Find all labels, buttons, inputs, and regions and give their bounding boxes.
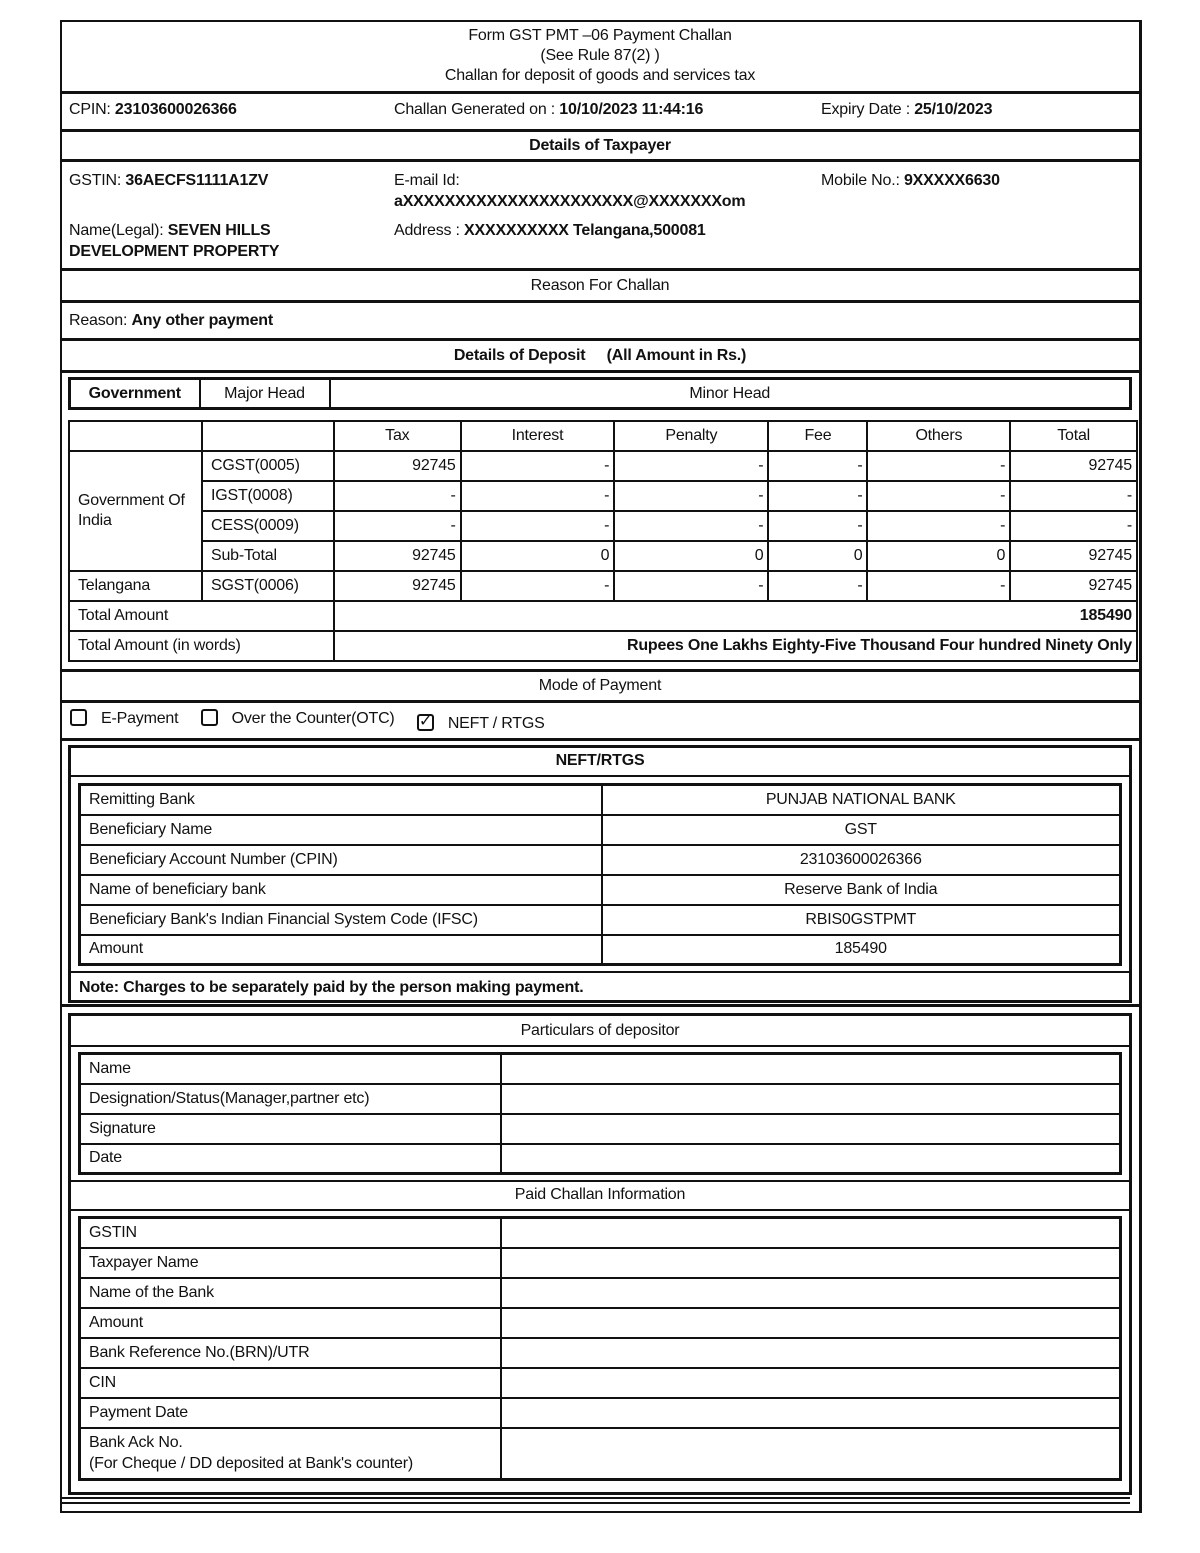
- table-row: [80, 1248, 1121, 1278]
- label: Name of the Bank: [80, 1278, 501, 1308]
- cell: 92745: [1010, 541, 1137, 571]
- table-row: [80, 1428, 1121, 1480]
- value[interactable]: [501, 1144, 1121, 1174]
- mode-neft-rtgs[interactable]: ✓ NEFT / RTGS: [418, 712, 545, 732]
- value[interactable]: [501, 1114, 1121, 1144]
- paid-challan-table: [78, 1216, 1122, 1481]
- expiry-date: Expiry Date : 25/10/2023: [821, 101, 993, 118]
- words-label: Total Amount (in words): [69, 631, 334, 661]
- mode-otc[interactable]: Over the Counter(OTC): [201, 710, 395, 728]
- table-row: [80, 905, 1121, 935]
- paid-challan-title: Paid Challan Information: [514, 1186, 686, 1203]
- total-words: Rupees One Lakhs Eighty-Five Thousand Four hundred Ninety Only: [334, 631, 1137, 661]
- cell: -: [867, 451, 1010, 481]
- cell: -: [334, 511, 461, 541]
- cell: 92745: [1010, 571, 1137, 601]
- value[interactable]: [501, 1054, 1121, 1084]
- label: Remitting Bank: [80, 785, 602, 815]
- words-row: [69, 631, 1137, 661]
- form-rule: (See Rule 87(2) ): [540, 47, 660, 64]
- label: Beneficiary Account Number (CPIN): [80, 845, 602, 875]
- label: Date: [80, 1144, 501, 1174]
- value[interactable]: [501, 1428, 1121, 1480]
- email: E-mail Id: aXXXXXXXXXXXXXXXXXXXXXX@XXXXXXXom: [394, 172, 746, 210]
- reason-section-title: Reason For Challan: [530, 277, 670, 294]
- checkbox-checked-icon[interactable]: ✓: [418, 712, 433, 730]
- table-row: [80, 935, 1121, 965]
- cell: -: [867, 481, 1010, 511]
- value[interactable]: [501, 1338, 1121, 1368]
- form-header: [62, 26, 1138, 86]
- value: 185490: [602, 935, 1121, 965]
- total-amount: 185490: [334, 601, 1137, 631]
- cell: -: [614, 571, 768, 601]
- row-head: SGST(0006): [202, 571, 334, 601]
- row-head: CGST(0005): [202, 451, 334, 481]
- cell: 0: [461, 541, 615, 571]
- cell: -: [867, 511, 1010, 541]
- table-row: [80, 1054, 1121, 1084]
- cell: 92745: [334, 571, 461, 601]
- table-row: [80, 1144, 1121, 1174]
- legal-name: Name(Legal): SEVEN HILLS DEVELOPMENT PROPERTY: [69, 222, 280, 260]
- government-of-india: Government Of India: [69, 451, 202, 571]
- deposit-section-title: Details of Deposit (All Amount in Rs.): [453, 347, 747, 364]
- address: Address : XXXXXXXXXX Telangana,500081: [394, 222, 706, 239]
- table-row: [69, 571, 1137, 601]
- cell: -: [461, 571, 615, 601]
- label: Amount: [80, 935, 602, 965]
- bank-ack-label: Bank Ack No. (For Cheque / DD deposited at Bank's counter): [80, 1428, 501, 1480]
- table-row: [69, 541, 1137, 571]
- cell: -: [1010, 511, 1137, 541]
- value[interactable]: [501, 1084, 1121, 1114]
- value: RBIS0GSTPMT: [602, 905, 1121, 935]
- col-fee: Fee: [768, 421, 867, 451]
- cell: 0: [768, 541, 867, 571]
- payment-modes: [62, 710, 1138, 733]
- value[interactable]: [501, 1218, 1121, 1248]
- form-subtitle: Challan for deposit of goods and services tax: [444, 67, 756, 84]
- label: GSTIN: [80, 1218, 501, 1248]
- cell: -: [1010, 481, 1137, 511]
- cell: -: [461, 511, 615, 541]
- value: 23103600026366: [602, 845, 1121, 875]
- table-row: [80, 1084, 1121, 1114]
- neft-table: [78, 783, 1122, 966]
- row-head: IGST(0008): [202, 481, 334, 511]
- value[interactable]: [501, 1278, 1121, 1308]
- value[interactable]: [501, 1398, 1121, 1428]
- major-head-header: Major Head: [200, 379, 330, 409]
- value[interactable]: [501, 1368, 1121, 1398]
- cell: -: [461, 481, 615, 511]
- cell: -: [768, 571, 867, 601]
- mode-epayment[interactable]: E-Payment: [70, 710, 178, 728]
- table-row: [80, 845, 1121, 875]
- label: Amount: [80, 1308, 501, 1338]
- gstin: GSTIN: 36AECFS1111A1ZV: [69, 172, 269, 189]
- taxpayer-section-title: Details of Taxpayer: [529, 137, 671, 154]
- table-row: [69, 451, 1137, 481]
- total-row: [69, 601, 1137, 631]
- row-head: Sub-Total: [202, 541, 334, 571]
- cell: -: [614, 451, 768, 481]
- challan-generated: Challan Generated on : 10/10/2023 11:44:16: [394, 101, 704, 118]
- form-title: Form GST PMT –06 Payment Challan: [468, 27, 732, 44]
- label: Beneficiary Bank's Indian Financial System Code (IFSC): [80, 905, 602, 935]
- cell: -: [768, 511, 867, 541]
- cell: 92745: [1010, 451, 1137, 481]
- table-row: [80, 1368, 1121, 1398]
- col-tax: Tax: [334, 421, 461, 451]
- cell: -: [461, 451, 615, 481]
- label: Payment Date: [80, 1398, 501, 1428]
- reason: Reason: Any other payment: [69, 312, 273, 329]
- checkbox-icon[interactable]: [70, 709, 87, 726]
- table-row: [80, 875, 1121, 905]
- cell: -: [768, 451, 867, 481]
- label: Name: [80, 1054, 501, 1084]
- cell: -: [768, 481, 867, 511]
- table-row: [80, 1218, 1121, 1248]
- label: Beneficiary Name: [80, 815, 602, 845]
- row-head: CESS(0009): [202, 511, 334, 541]
- value: GST: [602, 815, 1121, 845]
- value[interactable]: [501, 1248, 1121, 1278]
- label: Bank Reference No.(BRN)/UTR: [80, 1338, 501, 1368]
- table-row: [80, 815, 1121, 845]
- value: Reserve Bank of India: [602, 875, 1121, 905]
- table-row: [80, 785, 1121, 815]
- label: Designation/Status(Manager,partner etc): [80, 1084, 501, 1114]
- cell: -: [334, 481, 461, 511]
- col-penalty: Penalty: [614, 421, 768, 451]
- mode-section-title: Mode of Payment: [538, 677, 662, 694]
- cell: 0: [614, 541, 768, 571]
- cell: -: [867, 571, 1010, 601]
- cell: -: [614, 481, 768, 511]
- minor-head-header: Minor Head: [330, 379, 1131, 409]
- table-row: [69, 481, 1137, 511]
- neft-title: NEFT/RTGS: [555, 752, 645, 769]
- col-interest: Interest: [461, 421, 615, 451]
- cpin: CPIN: 23103600026366: [69, 101, 237, 118]
- col-total: Total: [1010, 421, 1137, 451]
- deposit-table: [68, 420, 1138, 662]
- table-row: [80, 1278, 1121, 1308]
- table-row: [80, 1114, 1121, 1144]
- label: Name of beneficiary bank: [80, 875, 602, 905]
- label: Signature: [80, 1114, 501, 1144]
- table-row: [80, 1308, 1121, 1338]
- government-header: Government: [70, 379, 200, 409]
- state: Telangana: [69, 571, 202, 601]
- head-table: [68, 377, 1132, 410]
- value: PUNJAB NATIONAL BANK: [602, 785, 1121, 815]
- checkbox-icon[interactable]: [201, 709, 218, 726]
- col-others: Others: [867, 421, 1010, 451]
- charges-note: Note: Charges to be separately paid by the person making payment.: [79, 979, 584, 996]
- label: CIN: [80, 1368, 501, 1398]
- value[interactable]: [501, 1308, 1121, 1338]
- cell: 0: [867, 541, 1010, 571]
- table-row: [80, 1338, 1121, 1368]
- depositor-title: Particulars of depositor: [520, 1022, 680, 1039]
- table-row: [69, 511, 1137, 541]
- label: Taxpayer Name: [80, 1248, 501, 1278]
- total-label: Total Amount: [69, 601, 334, 631]
- cell: -: [614, 511, 768, 541]
- cell: 92745: [334, 541, 461, 571]
- depositor-table: [78, 1052, 1122, 1175]
- mobile: Mobile No.: 9XXXXX6630: [821, 172, 1000, 189]
- cell: 92745: [334, 451, 461, 481]
- table-row: [80, 1398, 1121, 1428]
